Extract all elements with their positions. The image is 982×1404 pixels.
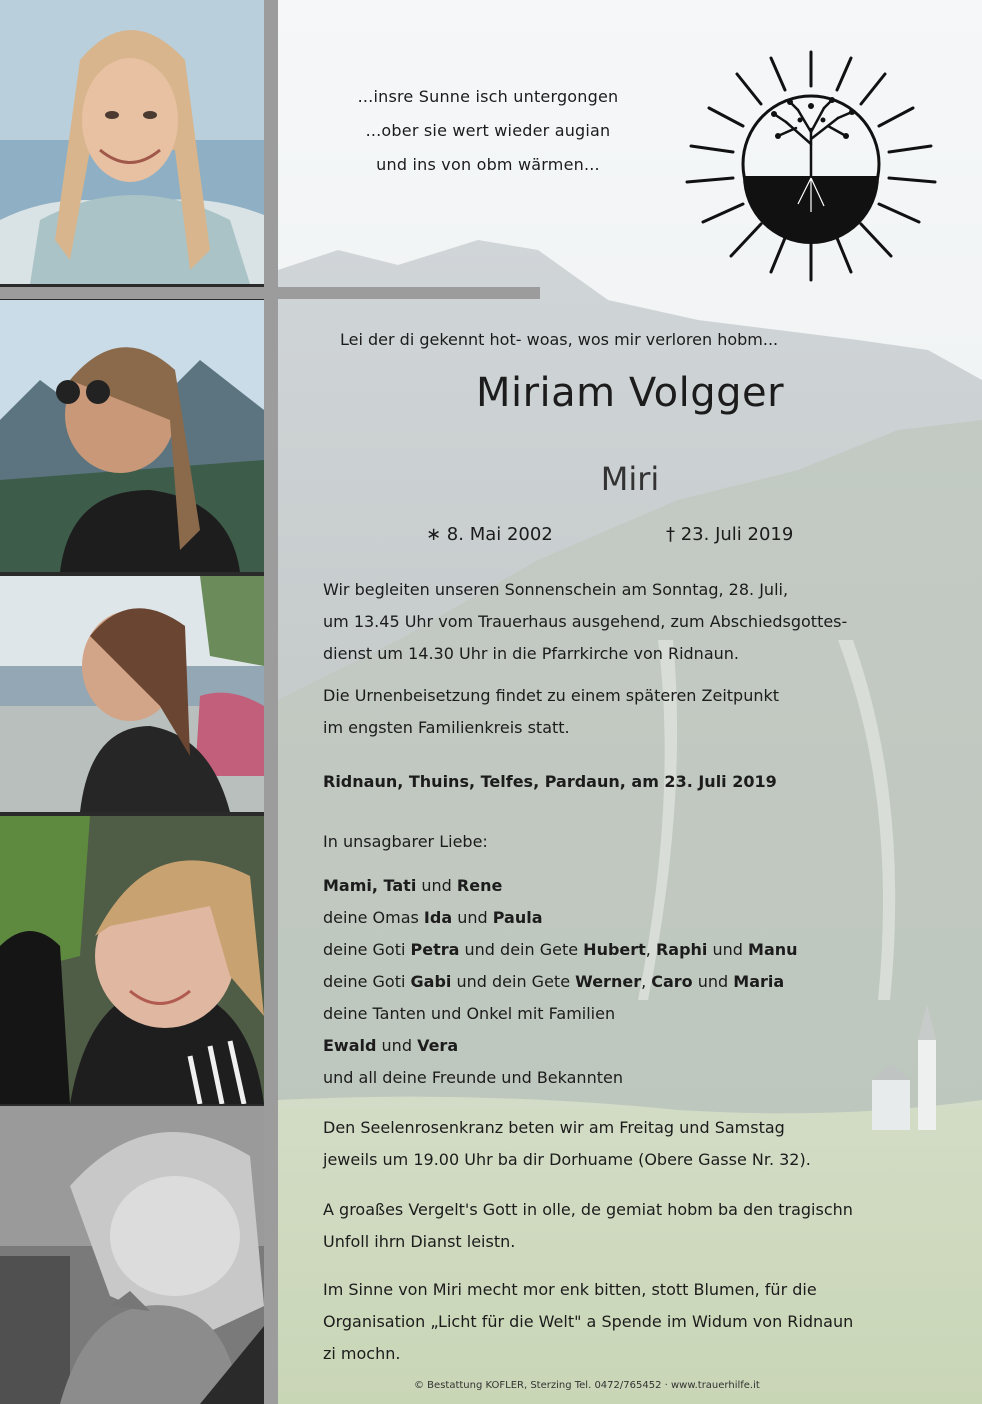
urn-line-2: im engsten Familienkreis statt. bbox=[323, 718, 570, 737]
mourner-name: Ewald bbox=[323, 1036, 377, 1055]
rosary-line-2: jeweils um 19.00 Uhr ba dir Dorhuame (Obere Gasse Nr. 32). bbox=[323, 1150, 811, 1169]
portrait-photo-2 bbox=[0, 300, 264, 572]
mourner-name: Rene bbox=[456, 876, 503, 895]
place-and-date: Ridnaun, Thuins, Telfes, Pardaun, am 23. Juli 2019 bbox=[323, 772, 777, 791]
frame-vertical-bar bbox=[264, 0, 278, 1404]
mourner-connector: und bbox=[376, 1036, 418, 1055]
mourner-connector: und bbox=[416, 876, 457, 895]
mourner-name: Ida bbox=[423, 908, 453, 927]
mourners-line-6 bbox=[323, 1030, 798, 1062]
deceased-nickname: Miri bbox=[600, 460, 660, 498]
mourner-name: Mami bbox=[323, 876, 372, 895]
mourner-separator: , bbox=[371, 876, 384, 895]
mourners-line-3 bbox=[323, 934, 798, 966]
rosary-line-1: Den Seelenrosenkranz beten wir am Freitag und Samstag bbox=[323, 1118, 785, 1137]
mourner-name: Paula bbox=[492, 908, 543, 927]
mourner-name: Raphi bbox=[655, 940, 708, 959]
tree-of-life-sun-icon bbox=[678, 44, 944, 284]
footer-credit: © Bestattung KOFLER, Sterzing Tel. 0472/765452 · www.trauerhilfe.it bbox=[414, 1380, 760, 1391]
death-date: † 23. Juli 2019 bbox=[666, 524, 794, 545]
urn-burial-note bbox=[323, 680, 779, 744]
mourner-name: Petra bbox=[410, 940, 460, 959]
mourner-name: Vera bbox=[417, 1036, 459, 1055]
photo-column bbox=[0, 0, 264, 1404]
poem-line-3: und ins von obm wärmen... bbox=[376, 155, 600, 174]
mourner-separator: , bbox=[641, 972, 652, 991]
mourner-relation: deine Goti bbox=[323, 940, 411, 959]
donation-line-1: Im Sinne von Miri mecht mor enk bitten, stott Blumen, für die bbox=[323, 1280, 817, 1299]
mourners-line-1 bbox=[323, 870, 798, 902]
portrait-photo-4 bbox=[0, 816, 264, 1104]
donation-line-2: Organisation „Licht für die Welt" a Spende im Widum von Ridnaun bbox=[323, 1312, 854, 1331]
donation-note bbox=[323, 1274, 853, 1370]
mourners-line-2 bbox=[323, 902, 798, 934]
mourner-name: Werner bbox=[575, 972, 642, 991]
portrait-photo-1 bbox=[0, 0, 264, 284]
mourner-separator: , bbox=[645, 940, 656, 959]
obituary-text bbox=[278, 0, 982, 1404]
mourner-name: Manu bbox=[748, 940, 798, 959]
portrait-photo-5 bbox=[0, 1106, 264, 1404]
mourner-relation: und dein Gete bbox=[459, 940, 584, 959]
mourners-list bbox=[323, 870, 798, 1094]
poem bbox=[338, 80, 638, 182]
mourner-name: Maria bbox=[733, 972, 785, 991]
mourner-relation: deine Omas bbox=[323, 908, 424, 927]
announcement-line-3: dienst um 14.30 Uhr in die Pfarrkirche von Ridnaun. bbox=[323, 644, 739, 663]
mourners-line-5: deine Tanten und Onkel mit Familien bbox=[323, 1004, 616, 1023]
birth-date: ∗ 8. Mai 2002 bbox=[426, 524, 553, 545]
urn-line-1: Die Urnenbeisetzung findet zu einem späteren Zeitpunkt bbox=[323, 686, 780, 705]
portrait-photo-3 bbox=[0, 576, 264, 812]
mourners-line-4 bbox=[323, 966, 798, 998]
rosary-note bbox=[323, 1112, 811, 1176]
mourner-relation: und dein Gete bbox=[451, 972, 576, 991]
mourner-name: Hubert bbox=[583, 940, 646, 959]
poem-line-2: ...ober sie wert wieder augian bbox=[365, 121, 611, 140]
mourners-line-7: und all deine Freunde und Bekannten bbox=[323, 1068, 623, 1087]
thanks-line-1: A groaßes Vergelt's Gott in olle, de gemiat hobm ba den tragischn bbox=[323, 1200, 853, 1219]
donation-line-3: zi mochn. bbox=[323, 1344, 401, 1363]
mourner-relation: deine Goti bbox=[323, 972, 411, 991]
announcement-line-2: um 13.45 Uhr vom Trauerhaus ausgehend, zum Abschiedsgottes- bbox=[323, 612, 848, 631]
mourner-connector: und bbox=[692, 972, 734, 991]
deceased-name: Miriam Volgger bbox=[475, 370, 785, 416]
mourner-name: Tati bbox=[383, 876, 417, 895]
mourner-name: Gabi bbox=[410, 972, 452, 991]
announcement-line-1: Wir begleiten unseren Sonnenschein am Sonntag, 28. Juli, bbox=[323, 580, 789, 599]
love-heading: In unsagbarer Liebe: bbox=[323, 832, 488, 851]
mourner-name: Caro bbox=[651, 972, 693, 991]
thanks-note bbox=[323, 1194, 853, 1258]
thanks-line-2: Unfoll ihrn Dianst leistn. bbox=[323, 1232, 516, 1251]
mourner-connector: und bbox=[452, 908, 493, 927]
mourner-connector: und bbox=[707, 940, 749, 959]
funeral-announcement bbox=[323, 574, 847, 670]
poem-line-1: ...insre Sunne isch untergongen bbox=[357, 87, 619, 106]
intro-line: Lei der di gekennt hot- woas, wos mir verloren hobm... bbox=[340, 330, 779, 349]
